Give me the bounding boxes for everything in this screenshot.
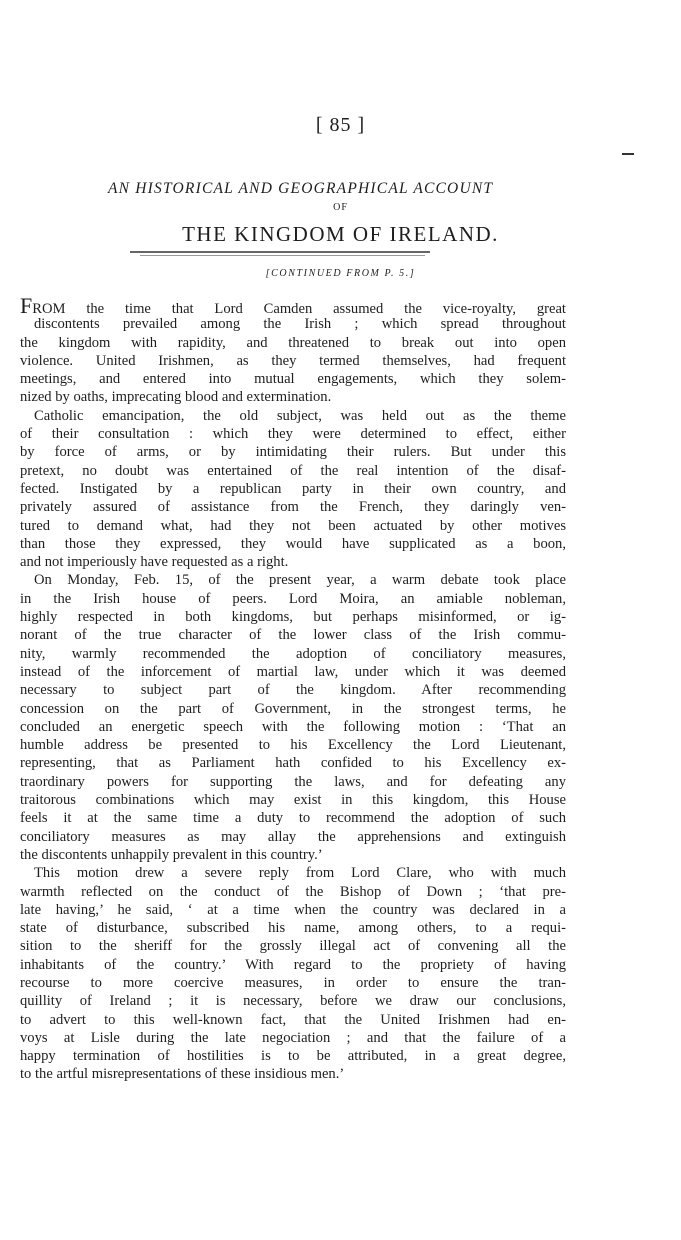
section-heading-main: AN HISTORICAL AND GEOGRAPHICAL ACCOUNT [108, 180, 494, 197]
text-line: meetings, and entered into mutual engagements, which they solem- [20, 371, 566, 388]
text-line: late having,’ he said, ‘ at a time when the country was declared in a [20, 901, 566, 918]
text-line: violence. United Irishmen, as they termed themselves, had frequent [20, 352, 566, 369]
text-line: to the artful misrepresentations of these insidious men.’ [20, 1066, 345, 1083]
text-line: and not imperiously have requested as a right. [20, 554, 289, 571]
text-line-content: ROM the time that Lord Camden assumed the vice-royalty, great [32, 301, 566, 317]
heading-rule [130, 251, 430, 253]
heading-rule-secondary [140, 255, 425, 256]
text-line: inhabitants of the country.’ With regard to the propriety of having [20, 956, 566, 973]
text-line: nized by oaths, imprecating blood and extermination. [20, 389, 332, 406]
text-line: discontents prevailed among the Irish ; which spread throughout [34, 316, 566, 333]
section-heading-sub: THE KINGDOM OF IRELAND. [182, 222, 499, 246]
text-line: norant of the true character of the lower class of the Irish commu- [20, 627, 566, 644]
text-line: pretext, no doubt was entertained of the real intention of the disaf- [20, 462, 566, 479]
page-number: [ 85 ] [315, 114, 366, 136]
text-line: the discontents unhappily prevalent in this country.’ [20, 846, 323, 863]
text-line: representing, that as Parliament hath confided to his Excellency ex- [20, 755, 566, 772]
continued-note: [CONTINUED FROM P. 5.] [265, 268, 416, 279]
text-line: the kingdom with rapidity, and threatened to break out into open [20, 334, 566, 351]
text-line: fected. Instigated by a republican party in their own country, and [20, 480, 566, 497]
text-line: voys at Lisle during the late negociation ; and that the failure of a [20, 1029, 566, 1046]
body-text [20, 293, 566, 1084]
text-line [20, 293, 566, 318]
text-line: warmth reflected on the conduct of the Bishop of Down ; ‘that pre- [20, 883, 566, 900]
section-heading-of: OF [333, 202, 348, 213]
text-line: nity, warmly recommended the adoption of conciliatory measures, [20, 645, 566, 662]
text-line: feels it at the same time a duty to recommend the adoption of such [20, 810, 566, 827]
text-line: Catholic emancipation, the old subject, was held out as the theme [34, 407, 566, 424]
text-line: concluded an energetic speech with the following motion : ‘That an [20, 718, 566, 735]
text-line: tured to demand what, had they not been actuated by other motives [20, 517, 566, 534]
text-line: On Monday, Feb. 15, of the present year, a warm debate took place [34, 572, 566, 589]
drop-cap: F [20, 293, 33, 318]
text-line: necessary to subject part of the kingdom. After recommending [20, 682, 566, 699]
text-line: quillity of Ireland ; it is necessary, before we draw our conclusions, [20, 993, 566, 1010]
printer-dash-mark [622, 153, 634, 155]
text-line: instead of the inforcement of martial law, under which it was deemed [20, 663, 566, 680]
text-line: highly respected in both kingdoms, but perhaps misinformed, or ig- [20, 609, 566, 626]
text-line: recourse to more coercive measures, in order to ensure the tran- [20, 974, 566, 991]
text-line: than those they expressed, they would have supplicated as a boon, [20, 535, 566, 552]
text-line: happy termination of hostilities is to be attributed, in a great degree, [20, 1048, 566, 1065]
text-line: in the Irish house of peers. Lord Moira, an amiable nobleman, [20, 590, 566, 607]
text-line: This motion drew a severe reply from Lord Clare, who with much [34, 865, 566, 882]
text-line: traitorous combinations which may exist in this kingdom, this House [20, 792, 566, 809]
text-line: conciliatory measures as may allay the apprehensions and extinguish [20, 828, 566, 845]
text-line: to advert to this well-known fact, that the United Irishmen had en- [20, 1011, 566, 1028]
text-line: privately assured of assistance from the French, they daringly ven- [20, 499, 566, 516]
text-line: concession on the part of Government, in the strongest terms, he [20, 700, 566, 717]
text-line: sition to the sheriff for the grossly illegal act of convening all the [20, 938, 566, 955]
text-line: traordinary powers for supporting the laws, and for defeating any [20, 773, 566, 790]
text-line: of their consultation : which they were determined to effect, either [20, 426, 566, 443]
text-line: humble address be presented to his Excellency the Lord Lieutenant, [20, 737, 566, 754]
text-line: state of disturbance, subscribed his name, among others, to a requi- [20, 920, 566, 937]
text-line: by force of arms, or by intimidating their rulers. But under this [20, 444, 566, 461]
